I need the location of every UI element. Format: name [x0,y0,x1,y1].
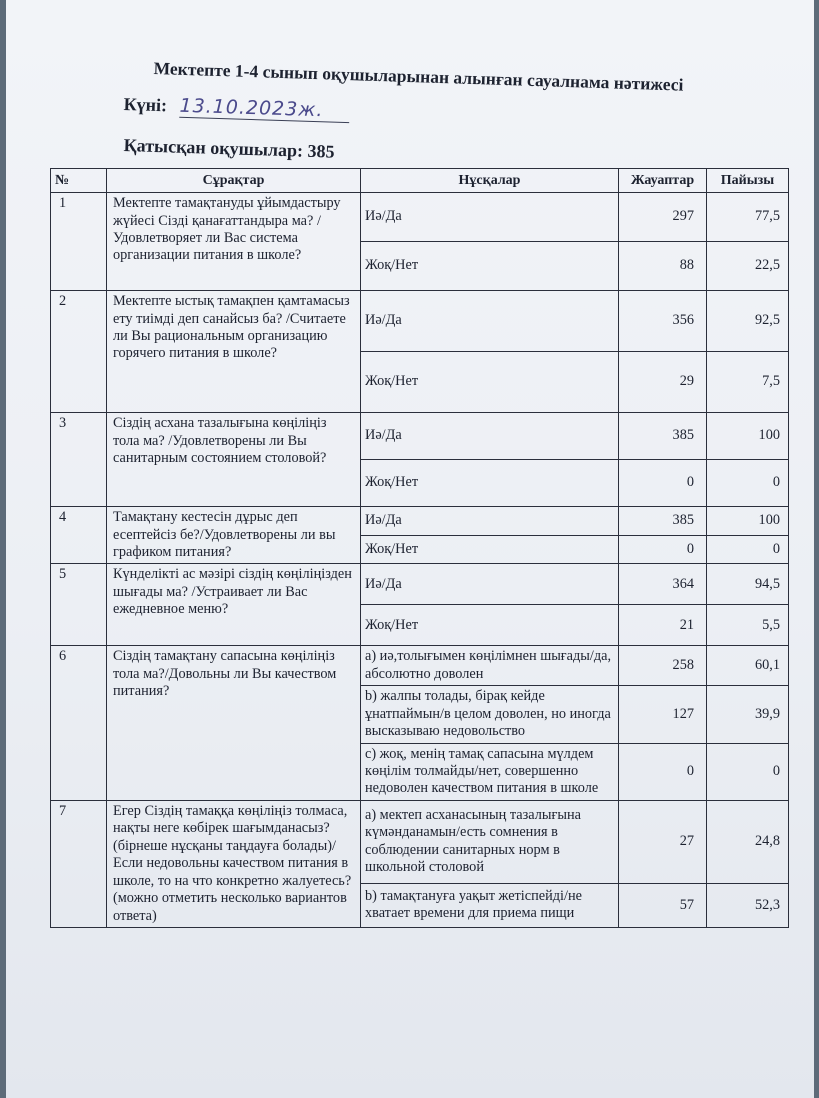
document-sheet [6,0,814,1098]
answer-count: 297 [619,193,707,242]
option-text: Иә/Да [361,564,619,605]
question-number: 5 [51,564,107,646]
option-text: b) жалпы толады, бірақ кейде ұнатпаймын/в целом доволен, но иногда высказываю недовольство [361,686,619,743]
answer-count: 0 [619,743,707,800]
answer-count: 57 [619,883,707,927]
question-text: Сіздің тамақтану сапасына көңіліңіз тола ма?/Довольны ли Вы качеством питания? [107,646,361,801]
answer-percent: 0 [707,460,789,507]
table-row [51,413,789,460]
table-row [51,800,789,883]
header-percent: Пайызы [707,169,789,193]
header-question: Сұрақтар [107,169,361,193]
answer-count: 258 [619,646,707,686]
answer-count: 127 [619,686,707,743]
table-row [51,193,789,242]
answer-count: 0 [619,460,707,507]
table-row [51,291,789,352]
participants-count: Қатысқан оқушылар: 385 [123,135,335,162]
answer-percent: 100 [707,507,789,536]
date-label: Күні: [123,93,168,116]
answer-percent: 5,5 [707,605,789,646]
answer-percent: 92,5 [707,291,789,352]
question-number: 7 [51,800,107,927]
question-text: Егер Сіздің тамаққа көңіліңіз толмаса, нақты неге көбірек шағымданасыз?(бірнеше нұсқаны таңдауға болады)/Если недовольны качеством питания в школе, то на что конкретно жалуетесь?(можно отметить несколько вариантов ответа) [107,800,361,927]
answer-count: 27 [619,800,707,883]
question-text: Мектепте тамақтануды ұйымдастыру жүйесі Сізді қанағаттандыра ма? /Удовлетворяет ли Вас система организации питания в школе? [107,193,361,291]
option-text: а) мектеп асханасының тазалығына күмәнданамын/есть сомнения в соблюдении санитарных норм в школьной столовой [361,800,619,883]
option-text: Иә/Да [361,413,619,460]
question-number: 4 [51,507,107,564]
results-table [50,168,789,928]
date-line [123,93,350,123]
option-text: Жоқ/Нет [361,352,619,413]
option-text: b) тамақтануға уақыт жетіспейді/не хватает времени для приема пищи [361,883,619,927]
option-text: Жоқ/Нет [361,605,619,646]
question-number: 3 [51,413,107,507]
option-text: c) жоқ, менің тамақ сапасына мүлдем көңілім толмайды/нет, совершенно недоволен качеством питания в школе [361,743,619,800]
table-row [51,646,789,686]
option-text: Жоқ/Нет [361,535,619,564]
question-number: 1 [51,193,107,291]
answer-percent: 60,1 [707,646,789,686]
question-text: Тамақтану кестесін дұрыс деп есептейсіз бе?/Удовлетворены ли вы графиком питания? [107,507,361,564]
document-title: Мектепте 1-4 сынып оқушыларынан алынған сауалнама нәтижесі [153,58,684,95]
table-row [51,564,789,605]
answer-count: 88 [619,242,707,291]
answer-count: 364 [619,564,707,605]
answer-percent: 94,5 [707,564,789,605]
answer-count: 21 [619,605,707,646]
question-number: 6 [51,646,107,801]
option-text: Иә/Да [361,291,619,352]
question-number: 2 [51,291,107,413]
answer-percent: 24,8 [707,800,789,883]
answer-count: 0 [619,535,707,564]
answer-percent: 7,5 [707,352,789,413]
table-row [51,507,789,536]
header-num: № [51,169,107,193]
question-text: Сіздің асхана тазалығына көңіліңіз тола ма? /Удовлетворены ли Вы санитарным состоянием столовой? [107,413,361,507]
date-value-handwritten: 13.10.2023ж. [179,95,350,123]
answer-count: 29 [619,352,707,413]
answer-percent: 52,3 [707,883,789,927]
answer-percent: 100 [707,413,789,460]
answer-percent: 0 [707,535,789,564]
answer-count: 385 [619,413,707,460]
answer-percent: 22,5 [707,242,789,291]
option-text: а) иә,толығымен көңілімнен шығады/да, абсолютно доволен [361,646,619,686]
results-table-wrap [50,168,788,928]
question-text: Мектепте ыстық тамақпен қамтамасыз ету тиімді деп санайсыз ба? /Считаете ли Вы рациональным организацию горячего питания в школе? [107,291,361,413]
header-options: Нұсқалар [361,169,619,193]
option-text: Иә/Да [361,193,619,242]
header-answers: Жауаптар [619,169,707,193]
table-header-row [51,169,789,193]
option-text: Иә/Да [361,507,619,536]
answer-percent: 77,5 [707,193,789,242]
answer-percent: 0 [707,743,789,800]
answer-percent: 39,9 [707,686,789,743]
option-text: Жоқ/Нет [361,460,619,507]
answer-count: 385 [619,507,707,536]
answer-count: 356 [619,291,707,352]
question-text: Күнделікті ас мәзірі сіздің көңіліңізден шығады ма? /Устраивает ли Вас ежедневное меню? [107,564,361,646]
option-text: Жоқ/Нет [361,242,619,291]
